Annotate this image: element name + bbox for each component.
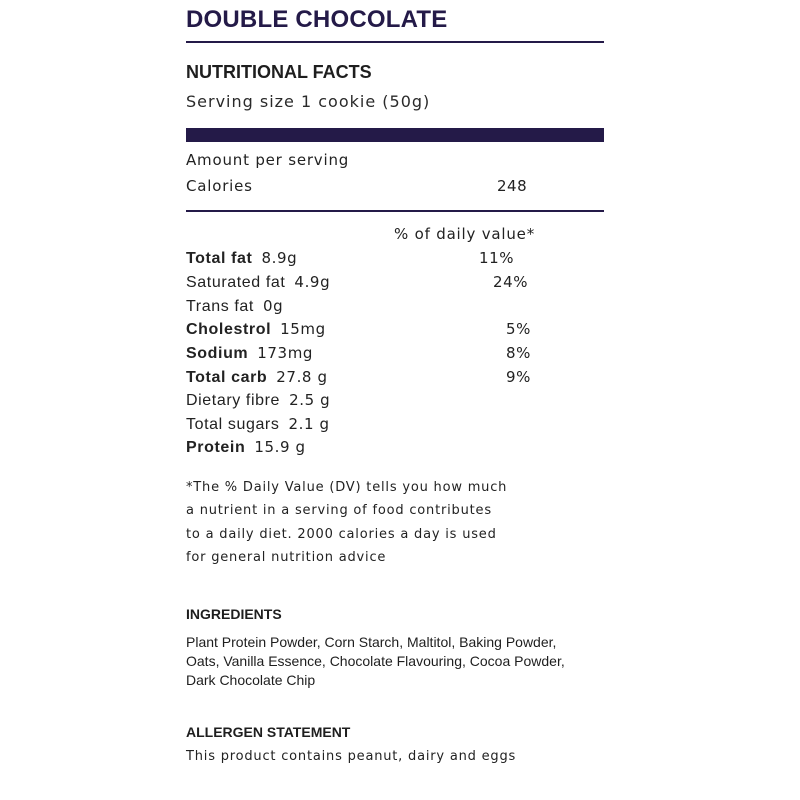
nutrient-row [186, 249, 604, 271]
ingredients-heading: INGREDIENTS [186, 606, 282, 622]
nutrient-amount: 173mg [257, 344, 314, 362]
nutrient-daily-value: 11% [479, 249, 515, 267]
nutrient-name: Protein [186, 439, 246, 456]
title-divider [186, 41, 604, 43]
nutrient-amount: 4.9g [294, 273, 331, 291]
footnote-line: a nutrient in a serving of food contributes [186, 503, 492, 518]
calories-divider [186, 210, 604, 212]
nutrient-row [186, 391, 604, 413]
nutrient-name: Total fat [186, 250, 253, 267]
calories-value: 248 [497, 177, 528, 195]
nutrient-amount: 2.5 g [289, 391, 331, 409]
nutrient-name: Saturated fat [186, 274, 286, 291]
nutrient-amount: 8.9g [261, 249, 298, 267]
nutrient-name: Cholestrol [186, 321, 272, 338]
ingredients-line: Plant Protein Powder, Corn Starch, Maltitol, Baking Powder, [186, 634, 557, 650]
nutrient-name: Total sugars [186, 416, 280, 433]
nutrient-row [186, 368, 604, 390]
nutrient-amount: 15.9 g [254, 438, 306, 456]
nutrient-row [186, 344, 604, 366]
ingredients-line: Oats, Vanilla Essence, Chocolate Flavouring, Cocoa Powder, [186, 653, 565, 669]
daily-value-header: % of daily value* [394, 225, 536, 243]
ingredients-line: Dark Chocolate Chip [186, 672, 316, 688]
nutrient-amount: 27.8 g [276, 368, 328, 386]
nutrition-heading: NUTRITIONAL FACTS [186, 62, 372, 82]
nutrient-daily-value: 9% [506, 368, 531, 386]
calories-label: Calories [186, 177, 253, 195]
nutrient-row [186, 415, 604, 437]
thick-divider [186, 128, 604, 142]
nutrient-name: Sodium [186, 345, 249, 362]
nutrient-name: Trans fat [186, 298, 254, 315]
allergen-heading: ALLERGEN STATEMENT [186, 724, 351, 740]
footnote-line: to a daily diet. 2000 calories a day is used [186, 527, 497, 542]
footnote-line: *The % Daily Value (DV) tells you how much [186, 480, 508, 495]
nutrient-row [186, 320, 604, 342]
nutrient-name: Total carb [186, 369, 268, 386]
nutrient-name: Dietary fibre [186, 392, 281, 409]
serving-size: Serving size 1 cookie (50g) [186, 92, 431, 111]
nutrient-daily-value: 5% [506, 320, 531, 338]
nutrient-daily-value: 24% [493, 273, 529, 291]
footnote-line: for general nutrition advice [186, 550, 387, 565]
nutrient-row [186, 273, 604, 295]
amount-per-serving: Amount per serving [186, 151, 350, 169]
nutrient-row [186, 438, 604, 460]
nutrition-label [186, 0, 604, 800]
allergen-text: This product contains peanut, dairy and eggs [186, 749, 517, 764]
product-title: DOUBLE CHOCOLATE [186, 6, 448, 33]
nutrient-amount: 0g [262, 297, 284, 315]
nutrient-amount: 15mg [280, 320, 326, 338]
nutrient-row [186, 297, 604, 319]
nutrient-amount: 2.1 g [288, 415, 330, 433]
nutrient-daily-value: 8% [506, 344, 531, 362]
